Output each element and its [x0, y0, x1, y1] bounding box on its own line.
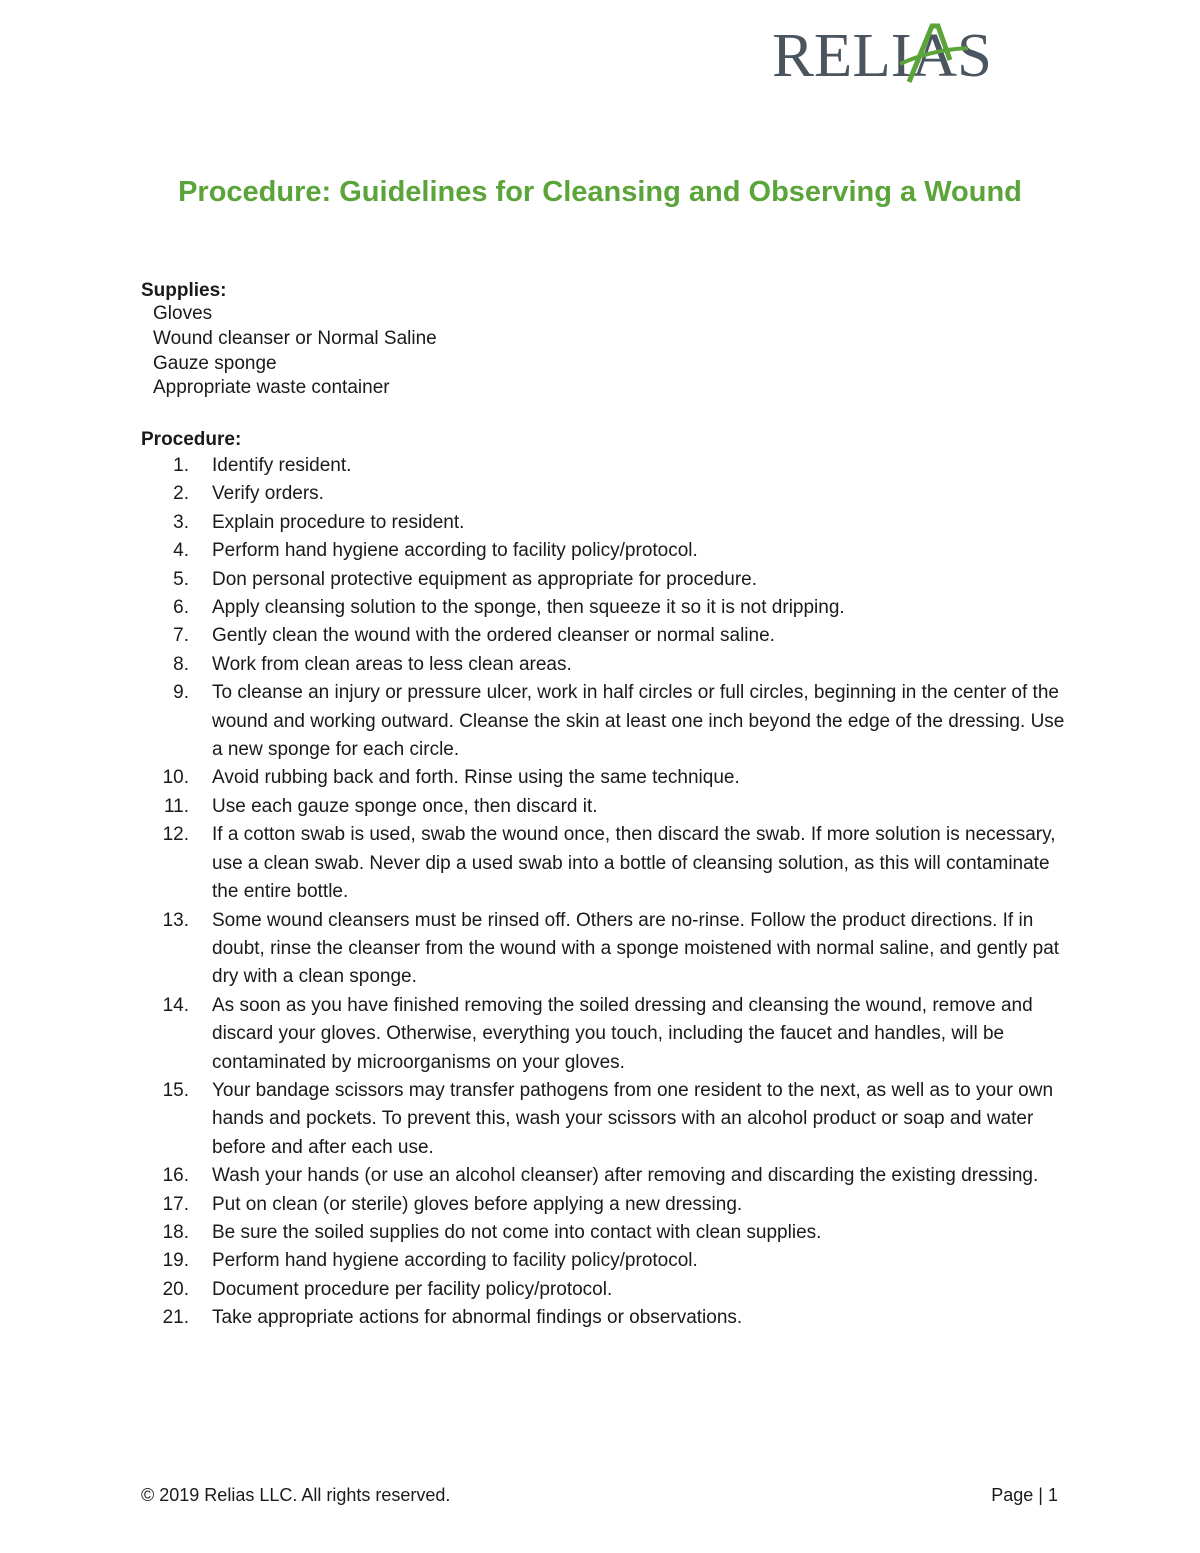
step-number: 19. — [162, 1250, 189, 1272]
step-text: Gently clean the wound with the ordered cleanser or normal saline. — [212, 625, 775, 647]
procedure-step — [141, 1304, 1066, 1332]
step-number: 11. — [163, 795, 189, 817]
step-text: If a cotton swab is used, swab the wound once, then discard the swab. If more solution is necessary, use a clean swab. Never dip a used swab into a bottle of cleansing solution, as this will contaminate the entire bottle. — [212, 824, 1056, 903]
procedure-step — [141, 452, 1066, 480]
procedure-step — [141, 537, 1066, 565]
step-text: Some wound cleansers must be rinsed off. Others are no-rinse. Follow the product directions. If in doubt, rinse the cleanser from the wound with a sponge moistened with normal saline, and gently pat dry with a clean sponge. — [212, 909, 1060, 988]
step-text: Your bandage scissors may transfer pathogens from one resident to the next, as well as to your own hands and pockets. To prevent this, wash your scissors with an alcohol product or soap and water before and after each use. — [212, 1079, 1054, 1158]
step-number: 12. — [162, 824, 189, 846]
step-number: 16. — [162, 1165, 189, 1187]
step-number: 9. — [173, 682, 189, 704]
procedure-step — [141, 793, 1066, 821]
procedure-step — [141, 821, 1066, 906]
step-number: 8. — [173, 653, 189, 675]
step-number: 14. — [162, 994, 189, 1016]
procedure-step — [141, 1276, 1066, 1304]
supply-item: Appropriate waste container — [153, 377, 390, 399]
procedure-step — [141, 1077, 1066, 1162]
procedure-step — [141, 1219, 1066, 1247]
step-text: Put on clean (or sterile) gloves before applying a new dressing. — [212, 1193, 743, 1215]
step-number: 13. — [162, 909, 189, 931]
supplies-heading: Supplies: — [141, 280, 227, 301]
step-text: Perform hand hygiene according to facility policy/protocol. — [212, 1250, 698, 1272]
step-number: 1. — [173, 455, 189, 476]
step-text: Verify orders. — [212, 483, 324, 505]
supply-item: Gloves — [153, 303, 213, 324]
supplies-list — [153, 302, 437, 401]
procedure-step — [141, 992, 1066, 1077]
footer-page-number: Page | 1 — [991, 1485, 1058, 1505]
procedure-step — [141, 679, 1066, 764]
step-number: 15. — [162, 1079, 189, 1101]
procedure-step — [141, 764, 1066, 792]
procedure-step — [141, 509, 1066, 537]
step-number: 2. — [173, 483, 189, 505]
step-text: Wash your hands (or use an alcohol cleanser) after removing and discarding the existing dressing. — [212, 1165, 1039, 1187]
step-number: 6. — [173, 597, 189, 619]
step-number: 10. — [162, 767, 189, 789]
step-text: Identify resident. — [212, 455, 352, 476]
procedure-step — [141, 622, 1066, 650]
step-text: To cleanse an injury or pressure ulcer, work in half circles or full circles, beginning in the center of the wound and working outward. Cleanse the skin at least one inch beyond the edge of the dressing. Use a new sponge for each circle. — [212, 682, 1065, 761]
step-number: 5. — [173, 568, 189, 590]
step-text: Use each gauze sponge once, then discard it. — [212, 795, 598, 817]
step-number: 7. — [173, 625, 189, 647]
step-number: 20. — [162, 1278, 189, 1300]
procedure-step — [141, 1247, 1066, 1275]
procedure-step — [141, 1162, 1066, 1190]
step-number: 4. — [173, 540, 189, 562]
step-text: Perform hand hygiene according to facility policy/protocol. — [212, 540, 698, 562]
logo-wordmark: RELIAS — [772, 22, 992, 88]
step-text: Work from clean areas to less clean areas. — [212, 653, 572, 675]
step-number: 17. — [162, 1193, 189, 1215]
step-text: Avoid rubbing back and forth. Rinse using the same technique. — [212, 767, 740, 789]
procedure-step — [141, 1191, 1066, 1219]
step-text: Document procedure per facility policy/protocol. — [212, 1278, 613, 1300]
footer-copyright: © 2019 Relias LLC. All rights reserved. — [141, 1485, 451, 1505]
page-title: Procedure: Guidelines for Cleansing and Observing a Wound — [178, 176, 1022, 208]
procedure-heading: Procedure: — [141, 429, 242, 450]
step-text: As soon as you have finished removing the soiled dressing and cleansing the wound, remove and discard your gloves. Otherwise, everything you touch, including the faucet and handles, will be contaminated by microorganisms on your gloves. — [212, 994, 1033, 1073]
step-text: Take appropriate actions for abnormal findings or observations. — [212, 1307, 743, 1329]
procedure-step — [141, 480, 1066, 508]
procedure-steps-list — [141, 452, 1066, 1333]
step-number: 18. — [162, 1221, 189, 1243]
step-number: 21. — [162, 1307, 189, 1329]
procedure-step — [141, 566, 1066, 594]
step-text: Explain procedure to resident. — [212, 511, 465, 533]
relias-logo — [772, 20, 996, 88]
step-number: 3. — [173, 511, 189, 533]
procedure-step — [141, 651, 1066, 679]
supply-item: Gauze sponge — [153, 352, 277, 374]
procedure-step — [141, 907, 1066, 992]
step-text: Apply cleansing solution to the sponge, then squeeze it so it is not dripping. — [212, 597, 845, 619]
procedure-step — [141, 594, 1066, 622]
step-text: Be sure the soiled supplies do not come into contact with clean supplies. — [212, 1221, 822, 1243]
supply-item: Wound cleanser or Normal Saline — [153, 327, 437, 349]
step-text: Don personal protective equipment as appropriate for procedure. — [212, 568, 757, 590]
